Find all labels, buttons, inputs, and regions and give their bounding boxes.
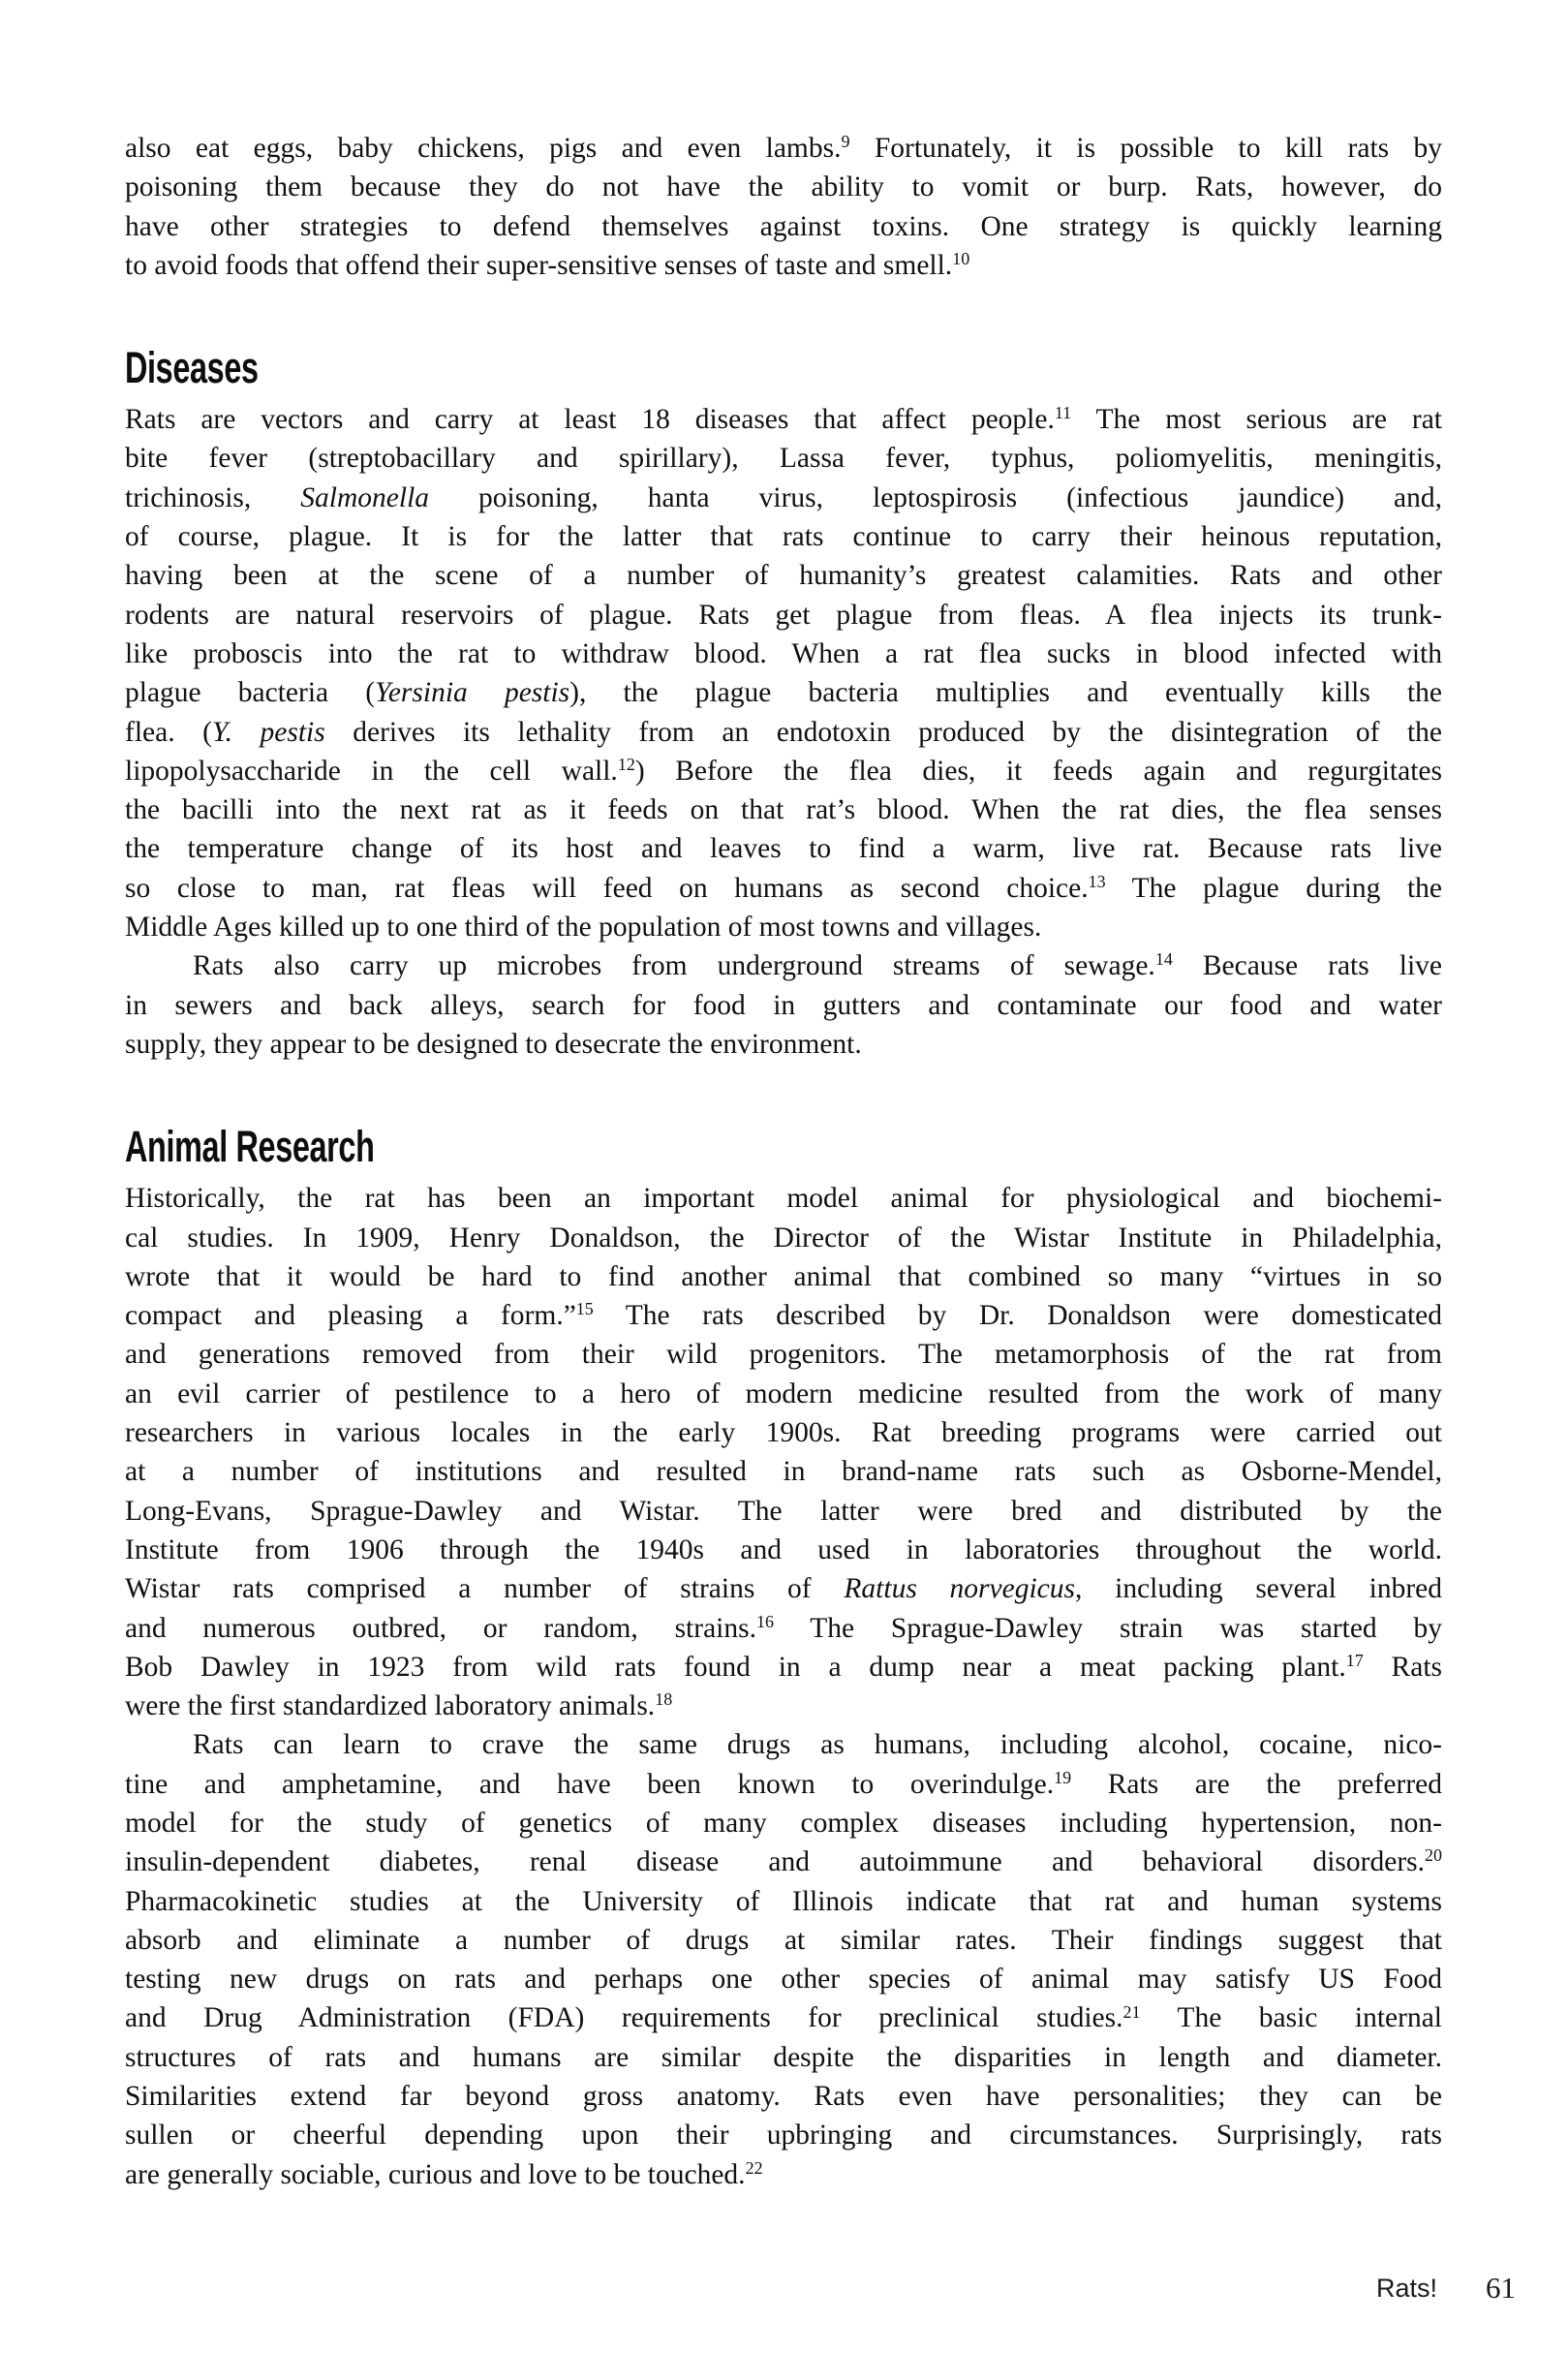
text-line: also eat eggs, baby chickens, pigs and even lambs.$^9$ Fortunately, it is possible to kill rats by — [125, 132, 1442, 164]
footnote-reference: 17 — [1345, 1650, 1364, 1670]
text-line: lipopolysaccharide in the cell wall.$^{12}$) Before the flea dies, it feeds again and regurgitates — [125, 754, 1442, 787]
text-line: the bacilli into the next rat as it feeds on that rat’s blood. When the rat dies, the flea senses — [125, 794, 1442, 826]
text-line: Rats are vectors and carry at least 18 diseases that affect people.$^{11}$ The most serious are rat — [125, 403, 1442, 436]
text-line: Rats can learn to crave the same drugs as humans, including alcohol, cocaine, nico- — [193, 1729, 1442, 1761]
text-line: testing new drugs on rats and perhaps one other species of animal may satisfy US Food — [125, 1964, 1442, 1996]
text-line: having been at the scene of a number of humanity’s greatest calamities. Rats and other — [125, 560, 1442, 592]
paragraph — [125, 129, 1442, 285]
footer-book-title: Rats! — [1376, 2274, 1438, 2303]
footnote-reference: 12 — [617, 754, 635, 774]
text-line: of course, plague. It is for the latter that rats continue to carry their heinous reputation, — [125, 521, 1442, 553]
text-line: were the first standardized laboratory animals.$^{18}$ — [125, 1689, 673, 1722]
text-line: trichinosis, Salmonella poisoning, hanta virus, leptospirosis (infectious jaundice) and, — [125, 481, 1442, 513]
text-line: the temperature change of its host and leaves to find a warm, live rat. Because rats live — [125, 833, 1442, 865]
text-line: structures of rats and humans are similar despite the disparities in length and diameter. — [125, 2041, 1442, 2073]
text-line: poisoning them because they do not have the ability to vomit or burp. Rats, however, do — [125, 171, 1442, 203]
section-heading-diseases: Diseases — [125, 343, 259, 393]
footnote-reference: 10 — [952, 249, 970, 268]
text-line: Institute from 1906 through the 1940s and used in laboratories throughout the world. — [125, 1533, 1442, 1565]
text-line: Long-Evans, Sprague-Dawley and Wistar. The latter were bred and distributed by the — [125, 1495, 1442, 1527]
text-line: and generations removed from their wild progenitors. The metamorphosis of the rat from — [125, 1339, 1442, 1371]
text-line: compact and pleasing a form.”$^{15}$ The rats described by Dr. Donaldson were domesticated — [125, 1299, 1443, 1332]
text-line: insulin-dependent diabetes, renal disease and autoimmune and behavioral disorders.$^{20}$ — [125, 1845, 1442, 1878]
text-line: so close to man, rat fleas will feed on humans as second choice.$^{13}$ The plague during the — [125, 871, 1442, 904]
text-line: supply, they appear to be designed to desecrate the environment. — [125, 1028, 862, 1060]
footnote-reference: 15 — [575, 1299, 594, 1319]
paragraph — [125, 946, 1442, 1064]
footnote-reference: 13 — [1088, 871, 1106, 891]
paragraph — [125, 400, 1442, 946]
text-line: absorb and eliminate a number of drugs at similar rates. Their findings suggest that — [125, 1924, 1442, 1956]
text-line: flea. (Y. pestis derives its lethality from an endotoxin produced by the disintegration of the — [125, 716, 1442, 748]
text-line: bite fever (streptobacillary and spirillary), Lassa fever, typhus, poliomyelitis, meningitis, — [125, 443, 1442, 475]
paragraph — [125, 1725, 1442, 2194]
text-line: wrote that it would be hard to find another animal that combined so many “virtues in so — [125, 1260, 1442, 1292]
footnote-reference: 21 — [1122, 2001, 1141, 2022]
text-line: to avoid foods that offend their super-sensitive senses of taste and smell.$^{10}$ — [125, 249, 970, 281]
text-line: model for the study of genetics of many complex diseases including hypertension, non- — [125, 1807, 1442, 1839]
text-line: Rats also carry up microbes from underground streams of sewage.$^{14}$ Because rats live — [193, 949, 1442, 982]
text-line: like proboscis into the rat to withdraw blood. When a rat flea sucks in blood infected with — [125, 637, 1442, 669]
text-line: Historically, the rat has been an important model animal for physiological and biochemi- — [125, 1183, 1442, 1215]
text-line: have other strategies to defend themselves against toxins. One strategy is quickly learning — [125, 210, 1442, 242]
text-line: in sewers and back alleys, search for food in gutters and contaminate our food and water — [125, 989, 1442, 1021]
text-line: cal studies. In 1909, Henry Donaldson, the Director of the Wistar Institute in Philadelphia, — [125, 1222, 1442, 1254]
text-line: and numerous outbred, or random, strains.$^{16}$ The Sprague-Dawley strain was started by — [125, 1611, 1442, 1644]
paragraph — [125, 1179, 1442, 1725]
text-line: Bob Dawley in 1923 from wild rats found in a dump near a meat packing plant.$^{17}$ Rats — [125, 1650, 1442, 1683]
text-line: Middle Ages killed up to one third of the population of most towns and villages. — [125, 912, 1042, 944]
footnote-reference: 18 — [655, 1689, 673, 1710]
text-line: Pharmacokinetic studies at the University of Illinois indicate that rat and human systems — [125, 1885, 1442, 1917]
footnote-reference: 16 — [755, 1611, 774, 1631]
footnote-reference: 11 — [1054, 403, 1072, 423]
text-line: tine and amphetamine, and have been known to overindulge.$^{19}$ Rats are the preferred — [125, 1767, 1442, 1800]
text-line: sullen or cheerful depending upon their upbringing and circumstances. Surprisingly, rats — [125, 2120, 1442, 2152]
footnote-reference: 14 — [1154, 949, 1173, 970]
text-line: at a number of institutions and resulted in brand-name rats such as Osborne-Mendel, — [125, 1456, 1442, 1488]
text-line: an evil carrier of pestilence to a hero of modern medicine resulted from the work of many — [125, 1378, 1442, 1409]
text-line: rodents are natural reservoirs of plague. Rats get plague from fleas. A flea injects its trunk- — [125, 599, 1442, 631]
text-line: are generally sociable, curious and love to be touched.$^{22}$ — [125, 2157, 763, 2190]
text-line: researchers in various locales in the early 1900s. Rat breeding programs were carried out — [125, 1417, 1442, 1449]
footer-page-number: 61 — [1486, 2271, 1516, 2305]
text-column — [125, 129, 1442, 2194]
text-line: plague bacteria (Yersinia pestis), the plague bacteria multiplies and eventually kills the — [125, 677, 1443, 709]
text-line: and Drug Administration (FDA) requirements for preclinical studies.$^{21}$ The basic internal — [125, 2001, 1442, 2034]
footnote-reference: 19 — [1054, 1767, 1072, 1787]
footnote-reference: 9 — [841, 132, 850, 152]
footnote-reference: 22 — [745, 2157, 763, 2178]
footnote-reference: 20 — [1425, 1845, 1442, 1866]
text-line: Wistar rats comprised a number of strains of Rattus norvegicus, including several inbred — [125, 1573, 1442, 1605]
section-heading-animal-research: Animal Research — [125, 1122, 375, 1172]
text-line: Similarities extend far beyond gross anatomy. Rats even have personalities; they can be — [125, 2081, 1442, 2113]
